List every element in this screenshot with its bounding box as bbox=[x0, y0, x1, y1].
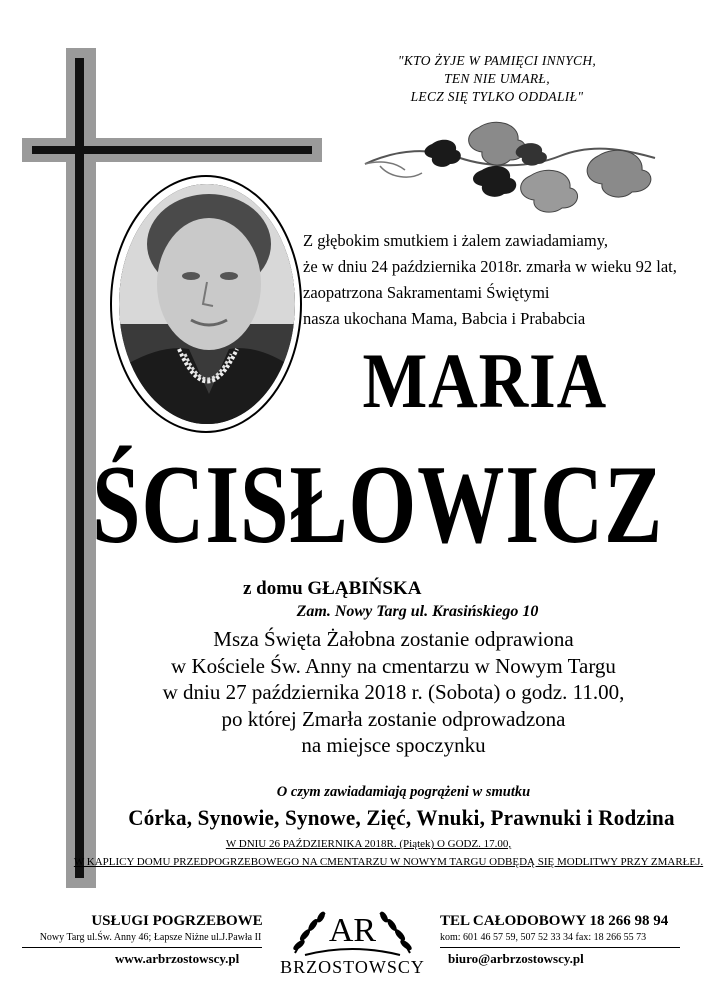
phone-contact: kom: 601 46 57 59, 507 52 33 34 fax: 18 266 55 73 bbox=[440, 932, 647, 943]
mourners-intro: O czym zawiadamiają pogrążeni w smutku bbox=[276, 784, 531, 800]
phone-title: TEL CAŁODOBOWY 18 266 98 94 bbox=[440, 913, 669, 929]
first-name: MARIA bbox=[362, 337, 608, 424]
funeral-services-address: Nowy Targ ul.Św. Anny 46; Łapsze Niżne ul.J.Pawła II bbox=[39, 932, 262, 943]
residence-address: Zam. Nowy Targ ul. Krasińskiego 10 bbox=[296, 603, 539, 620]
website-link[interactable]: www.arbrzostowscy.pl bbox=[115, 951, 240, 966]
cross-inner-horizontal bbox=[32, 146, 312, 154]
footer-divider bbox=[440, 947, 680, 948]
intro-line: zaopatrzona Sakramentami Świętymi bbox=[303, 283, 550, 302]
announcement-intro bbox=[303, 228, 698, 332]
mourners-family: Córka, Synowie, Synowe, Zięć, Wnuki, Prawnuki i Rodzina bbox=[128, 805, 675, 830]
intro-line: że w dniu 24 października 2018r. zmarła w wieku 92 lat, bbox=[303, 257, 677, 276]
logo-letters: AR bbox=[328, 912, 377, 949]
funeral-services-title: USŁUGI POGRZEBOWE bbox=[91, 913, 263, 929]
mass-line: w dniu 27 października 2018 r. (Sobota) o godz. 11.00, bbox=[162, 680, 625, 704]
intro-line: Z głębokim smutkiem i żalem zawiadamiamy, bbox=[303, 231, 609, 250]
footer-divider bbox=[22, 947, 262, 948]
quote-line: LECZ SIĘ TYLKO ODDALIŁ" bbox=[410, 89, 584, 104]
mass-line: po której Zmarła zostanie odprowadzona bbox=[221, 706, 566, 731]
mass-line: w Kościele Św. Anny na cmentarzu w Nowym Targu bbox=[171, 653, 616, 678]
mass-line: na miejsce spoczynku bbox=[301, 733, 486, 757]
quote-line: "KTO ŻYJE W PAMIĘCI INNYCH, bbox=[397, 53, 597, 68]
intro-line: nasza ukochana Mama, Babcia i Prababcia bbox=[303, 309, 586, 328]
prayer-notice-line: W DNIU 26 PAŹDZIERNIKA 2018R. (Piątek) O GODZ. 17.00, bbox=[225, 838, 512, 850]
mass-line: Msza Święta Żałobna zostanie odprawiona bbox=[213, 627, 574, 651]
maiden-name: z domu GŁĄBIŃSKA bbox=[243, 578, 422, 599]
prayer-notice-line: W KAPLICY DOMU PRZEDPOGRZEBOWEGO NA CMENTARZU W NOWYM TARGU ODBĘDĄ SIĘ MODLITWY PRZY ZMARŁEJ. bbox=[73, 856, 704, 868]
email-link[interactable]: biuro@arbrzostowscy.pl bbox=[448, 951, 584, 966]
last-name: ŚCISŁOWICZ bbox=[92, 443, 663, 567]
portrait-photo bbox=[119, 184, 295, 424]
quote-line: TEN NIE UMARŁ, bbox=[444, 71, 550, 86]
grape-leaves-ornament bbox=[360, 118, 660, 214]
memorial-quote bbox=[362, 52, 632, 106]
logo-name: BRZOSTOWSCY bbox=[280, 957, 425, 977]
funeral-mass-info bbox=[80, 626, 707, 759]
